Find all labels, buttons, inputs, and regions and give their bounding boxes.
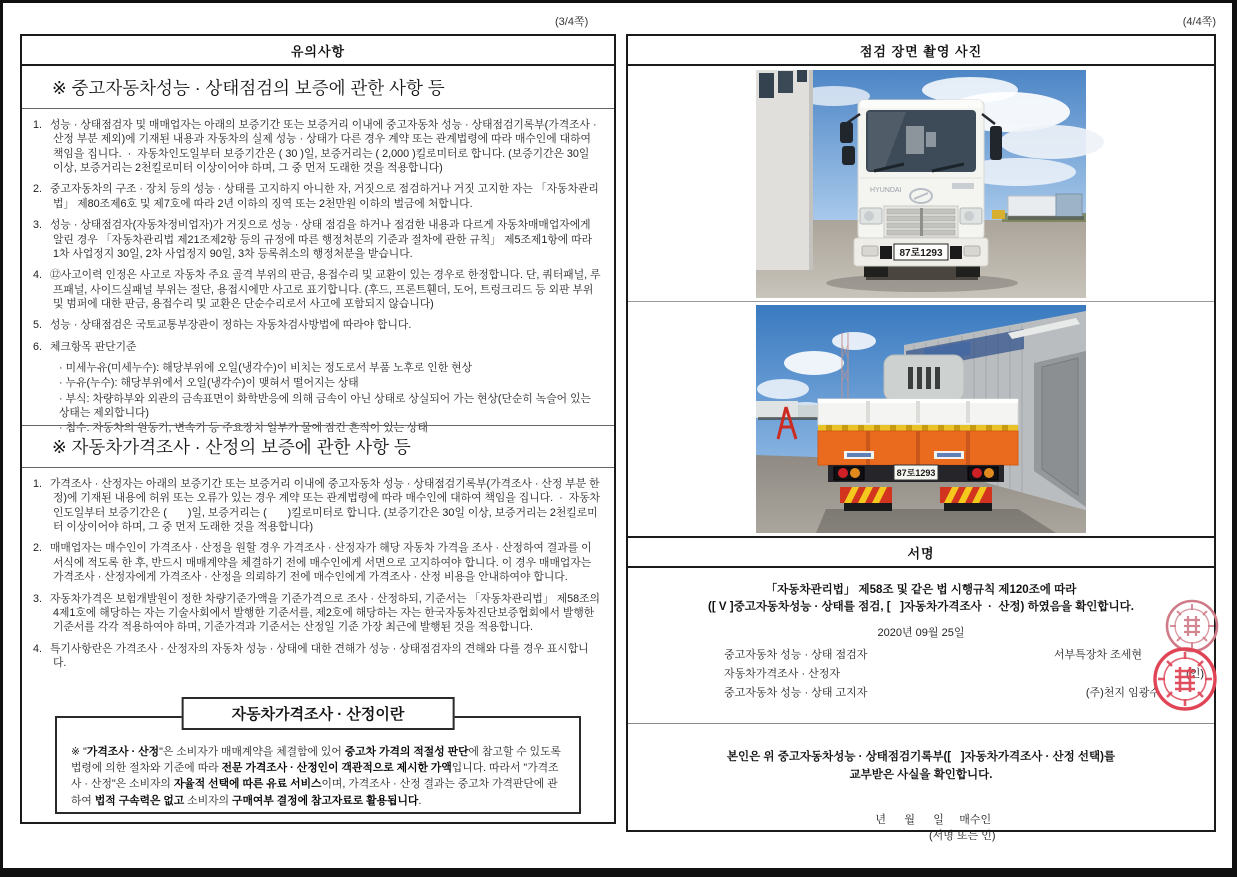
license-plate-rear: 87로1293 xyxy=(896,468,936,478)
section2-heading: ※ 자동차가격조사 · 산정의 보증에 관한 사항 등 xyxy=(22,425,614,468)
signature-block xyxy=(628,568,1214,724)
signature-statement-line1: 「자동차관리법」 제58조 및 같은 법 시행규칙 제120조에 따라 xyxy=(765,584,1077,596)
notice-item: 2. 중고자동차의 구조 · 장치 등의 성능 · 상태를 고지하지 아니한 자, 거짓으로 점검하거나 거짓 고지한 자는 「자동차관리법」 제80조제6호 및 제7호에 따라 2년 이하의 징역 또는 2천만원 이하의 벌금에 처합니다. xyxy=(33,183,599,210)
front-brand-text: HYUNDAI xyxy=(870,186,902,194)
signature-statement-line2: ([ V ]중고자동차성능 · 상태를 점검, [ ]자동차가격조사 · 산정) 하였음을 확인합니다. xyxy=(708,600,1134,613)
section2-notice-list xyxy=(22,468,614,700)
notice-item: 3. 자동차가격은 보험개발원이 정한 차량기준가액을 기준가격으로 조사 · 산정하되, 기준서는 「자동차관리법」 제58조의4제1호에 해당하는 자는 기술사회에서 발행한 기준서를, 제2호에 해당하는 자는 한국자동차진단보증협회에서 발행한 기준서를 각각 적용하여야 하며, 기준가격과 기준서는 산정일 기준 가장 최근에 발행된 것을 적용합니다. xyxy=(33,592,600,634)
signature-row-value: (인) xyxy=(1186,668,1204,681)
signature-row-label: 자동차가격조사 · 산정자 xyxy=(724,668,841,681)
price-survey-info-box xyxy=(55,706,581,814)
notice-subitem: · 누유(누수): 해당부위에서 오일(냉각수)이 맺혀서 떨어지는 상태 xyxy=(59,377,359,390)
signature-rows xyxy=(628,646,1214,703)
front-photo-cell xyxy=(628,66,1214,302)
signature-row-label: 중고자동차 성능 · 상태 고지자 xyxy=(724,687,868,700)
notice-subitem: · 침수: 자동차의 원동기, 변속기 등 주요장치 일부가 물에 잠긴 흔적이 있는 상태 xyxy=(59,422,428,435)
license-plate-front: 87로1293 xyxy=(899,247,943,259)
signature-row-inspector xyxy=(628,646,1214,665)
notice-item: 3. 성능 · 상태점검자(자동차정비업자)가 거짓으로 성능 · 상태 점검을 하거나 점검한 내용과 다르게 자동차매매업자에게 알린 경우 「자동차관리법 제21조제2항 등의 규정에 따른 행정처분의 기준과 절차에 관한 규칙」 제5조제1항에 따라 1차 사업정지 30일, 2차 사업정지 90일, 3차 등록취소의 행정처분을 받습니다. xyxy=(33,219,596,260)
confirmation-line2: 교부받은 사실을 확인합니다. xyxy=(849,769,993,782)
notes-page-title: 유의사항 xyxy=(22,36,614,66)
notice-subitem: · 미세누유(미세누수): 해당부위에 오일(냉각수)이 비치는 정도로서 부품 노후로 인한 현상 xyxy=(59,362,473,375)
signature-date: 2020년 09월 25일 xyxy=(877,627,965,640)
price-survey-info-region xyxy=(22,700,614,822)
info-box-title: 자동차가격조사 · 산정이란 xyxy=(182,697,455,730)
mud-flap-right xyxy=(940,487,992,503)
photo-signature-page xyxy=(626,34,1216,842)
truck-front-photo xyxy=(756,70,1086,298)
section1-notice-list xyxy=(22,109,614,435)
confirmation-date-line xyxy=(628,799,1214,855)
notice-item: 1. 가격조사 · 산정자는 아래의 보증기간 또는 보증거리 이내에 중고자동차 성능 · 상태점검기록부(가격조사 · 산정 부분 한정)에 기재된 내용에 허위 또는 오류가 있는 경우 계약 또는 관계법령에 따라 매수인에 대하여 책임을 집니다. · 자동차인도일부터 보증기간은 ( )일, 보증거리는 ( )킬로미터로 합니다. (보증기간은 30일 이상, 보증거리는 2천킬로미터 이상이어야 하며, 그 중 먼저 도래한 것을 적용합니다) xyxy=(33,478,600,534)
notes-page xyxy=(20,34,616,824)
signature-row-notifier xyxy=(628,684,1214,703)
truck-rear-photo xyxy=(756,305,1086,533)
notice-item: 4. ⑫사고이력 인정은 사고로 자동차 주요 골격 부위의 판금, 용접수리 및 교환이 있는 경우로 한정합니다. 단, 쿼터패널, 루프패널, 사이드실패널 부위는 절단, 용접시에만 사고로 표기합니다. (후드, 프론트휀더, 도어, 트렁크리드 등 외판 부위 및 범퍼에 대한 판금, 용접수리 및 교환은 단순수리로서 사고에 포함되지 않습니다) xyxy=(33,269,601,310)
rear-photo-cell xyxy=(628,302,1214,538)
notice-item: 5. 성능 · 상태점검은 국토교통부장관이 정하는 자동차검사방법에 따라야 합니다. xyxy=(33,319,412,332)
notice-subitem: · 부식: 차량하부와 외관의 금속표면이 화학반응에 의해 금속이 아닌 상태로 상실되어 가는 현상(단순히 녹슬어 있는 상태는 제외합니다) xyxy=(59,392,594,420)
page-marker-left: (3/4쪽) xyxy=(555,16,589,28)
confirmation-line1: 본인은 위 중고자동차성능 · 상태점검기록부([ ]자동차가격조사 · 산정 선택)를 xyxy=(726,751,1116,763)
signature-row-label: 중고자동차 성능 · 상태 점검자 xyxy=(724,649,868,662)
notice-item: 2. 매매업자는 매수인이 가격조사 · 산정을 원할 경우 가격조사 · 산정자가 해당 자동차 가격을 조사 · 산정하여 결과를 이 서식에 적도록 한 후, 반드시 매매계약을 체결하기 전에 매수인에게 서면으로 고지하여야 합니다. 이 경우 매매업자는 가격조사 · 산정자에게 가격조사 · 산정을 의뢰하기 전에 매수인에게 가격조사 · 산정 비용을 안내하여야 합니다. xyxy=(33,542,595,584)
page-marker-right: (4/4쪽) xyxy=(1182,16,1216,28)
signature-title: 서명 xyxy=(628,538,1214,568)
buyer-confirmation-block xyxy=(628,724,1214,855)
notice-item: 1. 성능 · 상태점검자 및 매매업자는 아래의 보증기간 또는 보증거리 이내에 중고자동차 성능 · 상태점검기록부(가격조사 · 산정 부분 제외)에 기재된 내용과 자동차의 실제 성능 · 상태가 다른 경우 계약 또는 관계법령에 따라 매수인에 대하여 책임을 집니다. · 자동차인도일부터 보증기간은 ( 30 )일, 보증거리는 ( 2,000 )킬로미터로 합니다. (보증기간은 30일 이상, 보증거리는 2천킬로미터 이상이어야 하며, 그 중 먼저 도래한 것을 적용합니다) xyxy=(33,119,600,175)
notice-item: 4. 특기사항란은 가격조사 · 산정자의 자동차 성능 · 상태에 대한 견해가 성능 · 상태점검자의 견해와 다를 경우 표시합니다. xyxy=(33,642,589,669)
confirmation-sign-hint: (서명 또는 인) xyxy=(928,829,996,842)
photos-title: 점검 장면 촬영 사진 xyxy=(628,36,1214,66)
info-box-text: ※ "가격조사 · 산정"은 소비자가 매매계약을 체결함에 있어 중고차 가격의 적절성 판단에 참고할 수 있도록 법령에 의한 절차와 기준에 따라 전문 가격조사 · 산정인이 객관적으로 제시한 가액입니다. 따라서 "가격조사 · 산정"은 소비자의 자율적 선택에 따른 유료 서비스이며, 가격조사 · 산정 결과는 중고차 가격판단에 관하여 법적 구속력은 없고 소비자의 구매여부 결정에 참고자료로 활용됩니다. xyxy=(71,746,561,807)
signature-row-value: 서부특장차 조세현 xyxy=(1053,649,1142,662)
confirmation-date-blanks: 년 월 일 매수인 xyxy=(875,813,992,826)
signature-row-value: (주)천지 임광수 xyxy=(1085,687,1160,700)
notice-item: 6. 체크항목 판단기준 xyxy=(33,340,137,353)
section1-heading: ※ 중고자동차성능 · 상태점검의 보증에 관한 사항 등 xyxy=(22,66,614,109)
mud-flap-left xyxy=(840,487,892,503)
notifier-stamp xyxy=(1152,646,1218,712)
signature-row-appraiser xyxy=(628,665,1214,684)
